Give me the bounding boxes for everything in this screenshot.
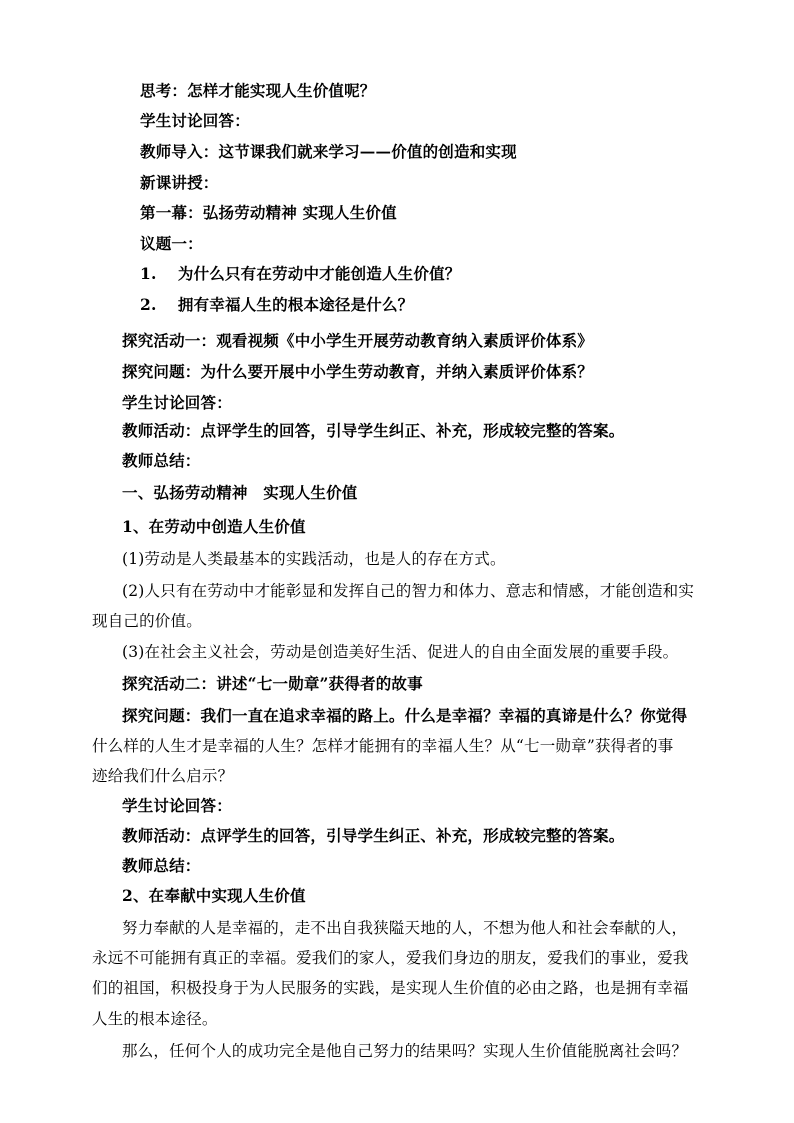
section2-para-line-4: 人生的根本途径。: [92, 1010, 218, 1028]
section1-point-2-line-1: (2)人只有在劳动中才能彰显和发挥自己的智力和体力、意志和情感，才能创造和实: [122, 582, 695, 600]
section1-point-2-line-2: 现自己的价值。: [92, 612, 202, 630]
topic1-label: 议题一：: [140, 234, 203, 253]
explore2-teacher-activity: 教师活动：点评学生的回答，引导学生纠正、补充，形成较完整的答案。: [122, 826, 625, 845]
teacher-intro: 教师导入：这节课我们就来学习——价值的创造和实现: [140, 142, 517, 161]
explore1-teacher-activity: 教师活动：点评学生的回答，引导学生纠正、补充，形成较完整的答案。: [122, 421, 625, 440]
topic-question-2: 2. 拥有幸福人生的根本途径是什么？: [140, 295, 414, 314]
explore2-question-line-3: 迹给我们什么启示？: [92, 767, 234, 785]
explore1-activity: 探究活动一：观看视频《中小学生开展劳动教育纳入素质评价体系》: [122, 331, 594, 350]
explore1-student-answer: 学生讨论回答：: [122, 393, 232, 412]
section2-closing-question: 那么，任何个人的成功完全是他自己努力的结果吗？实现人生价值能脱离社会吗？: [122, 1042, 688, 1060]
section1-point-1: (1)劳动是人类最基本的实践活动，也是人的存在方式。: [122, 550, 506, 568]
explore1-teacher-summary: 教师总结：: [122, 451, 201, 470]
think-question: 思考：怎样才能实现人生价值呢？: [140, 81, 376, 100]
student-answer-label: 学生讨论回答：: [140, 111, 250, 130]
topic-question-1: 1. 为什么只有在劳动中才能创造人生价值？: [140, 264, 461, 283]
explore2-teacher-summary: 教师总结：: [122, 856, 201, 875]
section2-subheading: 2、在奉献中实现人生价值: [122, 886, 306, 905]
explore1-question: 探究问题：为什么要开展中小学生劳动教育，并纳入素质评价体系？: [122, 362, 594, 381]
act1-title: 第一幕：弘扬劳动精神 实现人生价值: [140, 203, 397, 222]
new-lesson-label: 新课讲授：: [140, 173, 219, 192]
explore2-question-line-2: 什么样的人生才是幸福的人生？怎样才能拥有的幸福人生？从“七一勋章”获得者的事: [92, 737, 674, 755]
section2-para-line-2: 永远不可能拥有真正的幸福。爱我们的家人，爱我们身边的朋友，爱我们的事业，爱我: [92, 949, 689, 967]
section1-point-3: (3)在社会主义社会，劳动是创造美好生活、促进人的自由全面发展的重要手段。: [122, 643, 679, 661]
explore2-question-line-1: 探究问题：我们一直在追求幸福的路上。什么是幸福？幸福的真谛是什么？你觉得: [122, 706, 688, 725]
explore2-activity: 探究活动二：讲述“七一勋章”获得者的故事: [122, 674, 423, 693]
section2-para-line-1: 努力奉献的人是幸福的，走不出自我狭隘天地的人，不想为他人和社会奉献的人，: [122, 919, 688, 937]
explore2-student-answer: 学生讨论回答：: [122, 796, 232, 815]
section1-heading: 一、弘扬劳动精神 实现人生价值: [122, 483, 358, 502]
section1-subheading: 1、在劳动中创造人生价值: [122, 517, 306, 536]
section2-para-line-3: 们的祖国，积极投身于为人民服务的实践，是实现人生价值的必由之路，也是拥有幸福: [92, 979, 689, 997]
